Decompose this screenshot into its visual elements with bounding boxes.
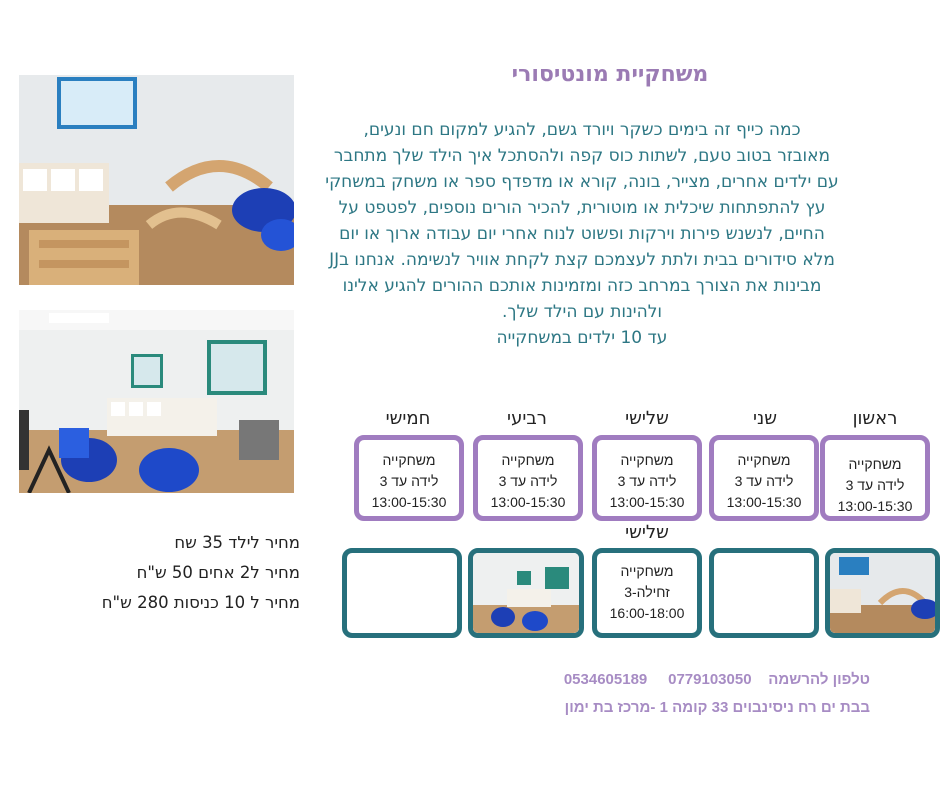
price-two-siblings: מחיר ל2 אחים 50 ש"ח bbox=[136, 563, 300, 582]
capacity-line: עד 10 ילדים במשחקייה bbox=[496, 328, 668, 348]
schedule-card-tuesday bbox=[592, 435, 702, 521]
day-label-sunday: ראשון bbox=[852, 408, 898, 429]
phone-label: טלפון להרשמה bbox=[768, 671, 870, 688]
card-age: לידה עד 3 bbox=[617, 473, 677, 489]
description-line: החיים, לנשנש פירות וירקות ופשוט לנוח אחרי יום עבודה ארוך או יום bbox=[339, 224, 825, 244]
playroom-photo-shelves bbox=[19, 310, 294, 493]
card-age: לידה עד 3 bbox=[379, 473, 439, 489]
card-age: לידה עד 3 bbox=[845, 477, 905, 493]
card-age: לידה עד 3 bbox=[734, 473, 794, 489]
card-time: 16:00-18:00 bbox=[609, 605, 685, 621]
card-title: משחקייה bbox=[620, 452, 674, 468]
schedule-card-wednesday bbox=[473, 435, 583, 521]
card-age: לידה עד 3 bbox=[498, 473, 558, 489]
playroom-photo-arch bbox=[19, 75, 294, 285]
description-block bbox=[312, 117, 852, 351]
contact-phones bbox=[380, 671, 870, 688]
card-time: 13:00-15:30 bbox=[726, 494, 802, 510]
contact-address: בבת ים רח ניסינבוים 33 קומה 1 -מרכז בת ימון bbox=[564, 699, 870, 716]
phone-number-1[interactable]: 0779103050 bbox=[668, 671, 752, 688]
day-label-tuesday: שלישי bbox=[625, 408, 669, 429]
card-time: 13:00-15:30 bbox=[609, 494, 685, 510]
card-title: משחקייה bbox=[382, 452, 436, 468]
description-line: עץ להתפתחות שיכלית או מוטורית, להכיר הורים נוספים, לפטפט על bbox=[338, 198, 826, 218]
schedule-card-thursday bbox=[354, 435, 464, 521]
card-age: זחילה-3 bbox=[624, 584, 670, 600]
description-line: ולהינות עם הילד שלך. bbox=[501, 302, 663, 322]
card-time: 13:00-15:30 bbox=[837, 498, 913, 514]
description-line: מבינות את הצורך במרחב כזה ומזמינות אותכם ההורים להגיע אלינו bbox=[342, 276, 822, 296]
price-ten-entries: מחיר ל 10 כניסות 280 ש"ח bbox=[101, 593, 300, 612]
description-line: מלא סידורים בבית ולתת לעצמכם קצת לקחת אוויר לנשימה. אנחנו בJJ bbox=[329, 250, 835, 270]
card-title: משחקייה bbox=[848, 456, 902, 472]
card-time: 13:00-15:30 bbox=[490, 494, 566, 510]
card-title: משחקייה bbox=[620, 563, 674, 579]
price-single-child: מחיר לילד 35 שח bbox=[174, 533, 300, 552]
description-line: מאובזר בטוב טעם, לשתות כוס קפה ולהסתכל איך הילד שלך מתחבר bbox=[333, 146, 831, 166]
empty-card-monday bbox=[709, 548, 819, 638]
day-label-thursday: חמישי bbox=[385, 408, 431, 429]
phone-number-2[interactable]: 0534605189 bbox=[563, 671, 648, 688]
schedule-card-monday bbox=[709, 435, 819, 521]
card-title: משחקייה bbox=[737, 452, 791, 468]
day-label-row2-tuesday: שלישי bbox=[625, 522, 669, 543]
schedule-card-row2-tuesday bbox=[592, 548, 702, 638]
pricing-block bbox=[0, 528, 300, 618]
description-line: עם ילדים אחרים, מצייר, בונה, קורא או מדפדף ספר או משחק במשחקי bbox=[325, 172, 839, 192]
card-title: משחקייה bbox=[501, 452, 555, 468]
day-label-monday: שני bbox=[753, 408, 777, 429]
page-title: משחקיית מונטיסורי bbox=[511, 62, 709, 87]
image-card-shelves bbox=[468, 548, 584, 638]
empty-card-thursday bbox=[342, 548, 462, 638]
day-label-wednesday: רביעי bbox=[507, 408, 547, 429]
schedule-card-sunday bbox=[820, 435, 930, 521]
image-card-arch bbox=[825, 548, 940, 638]
description-line: כמה כייף זה בימים כשקר ויורד גשם, להגיע למקום חם ונעים, bbox=[363, 120, 801, 140]
card-time: 13:00-15:30 bbox=[371, 494, 447, 510]
